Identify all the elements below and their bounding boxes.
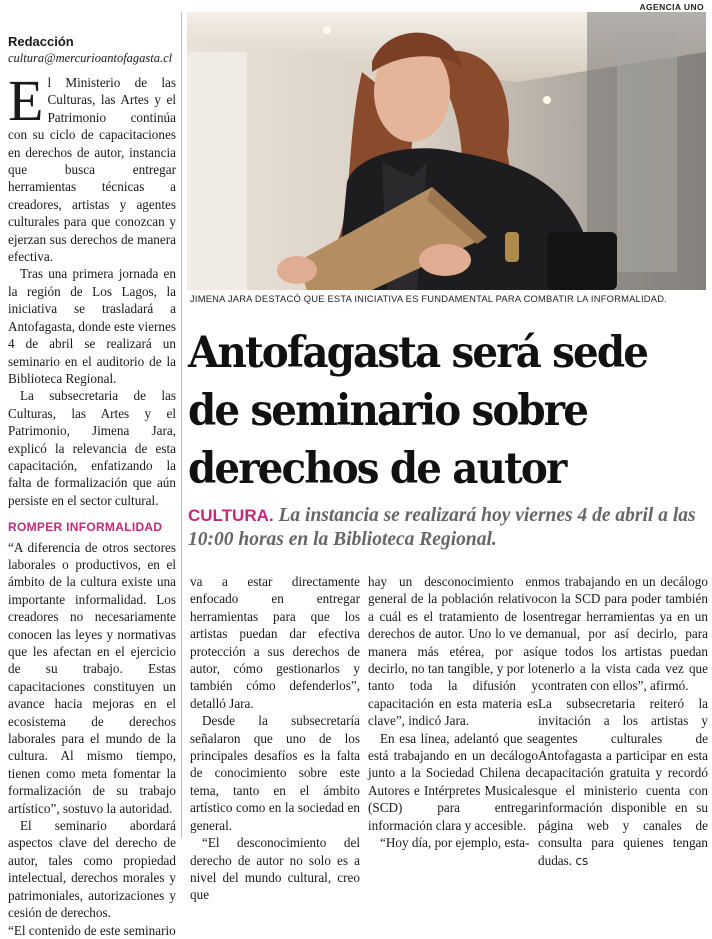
byline-name: Redacción <box>8 34 74 49</box>
headline-line: derechos de autor <box>188 444 566 494</box>
paragraph: En esa línea, adelantó que se está trabajando en un decálogo junto a la Sociedad Chilena de Autores e Intérpretes Musicales (SCD) para entregar información clara y accesible. <box>368 730 538 833</box>
deck <box>188 504 704 552</box>
paragraph <box>538 695 708 870</box>
paragraph-text: La subsecretaria reiteró la invitación a los artistas y agentes culturales de Antofagasta a participar en esta capacitación gratuita y recordó que el ministerio cuenta con información disponible en su página web y canales de consulta para quienes tengan dudas. <box>538 695 708 868</box>
paragraph: mos trabajando en un decálogo con la SCD para poder también entregar herramientas ya en un manual, por así decirlo, para que todos los artistas puedan tenerlo a la vista cada vez que contraten con ellos”, afirmó. <box>538 574 708 694</box>
paragraph: El seminario abordará aspectos clave del derecho de autor, tales como propiedad intelectual, derechos morales y patrimoniales, autorizaciones y cesión de derechos. <box>8 818 176 921</box>
headline <box>188 324 677 498</box>
end-mark-icon: cs <box>575 853 589 868</box>
photo-caption: JIMENA JARA DESTACÓ QUE ESTA INICIATIVA ES FUNDAMENTAL PARA COMBATIR LA INFORMALIDAD. <box>190 293 667 304</box>
paragraph: Tras una primera jornada en la región de Los Lagos, la iniciativa se trasladará a Antofagasta, donde este viernes 4 de abril se realizará un seminario en el auditorio de la Biblioteca Regional. <box>8 266 176 386</box>
paragraph: va a estar directamente enfocado en entregar herramientas para que los artistas puedan dar efectiva protección a sus derechos de autor, cómo gestionarlos y también cómo defenderlos”, detalló Jara. <box>190 574 360 711</box>
paragraph: Desde la subsecretaría señalaron que uno de los principales desafíos es la falta de conocimiento sobre este tema, tanto en el ámbito artístico como en la sociedad en general. <box>190 713 360 833</box>
paragraph: “A diferencia de otros sectores laborales o productivos, en el ámbito de la cultura existe una importante informalidad. Los creadores no necesariamente conocen las leyes y normativas que les afectan en el ejercicio de su trabajo. Estas capacitaciones constituyen un avance hacia mejoras en el ecosistema de derechos laborales para el mundo de la cultura. Al mismo tiempo, tienen como meta fomentar la formalización de su trabajo artístico”, sostuvo la autoridad. <box>8 539 176 816</box>
column-divider <box>181 12 182 838</box>
body-column-1 <box>190 573 360 904</box>
deck-text: La instancia se realizará hoy viernes 4 de abril a las 10:00 horas en la Biblioteca Regional. <box>188 505 696 550</box>
deck-kicker: CULTURA. <box>188 506 274 525</box>
lead-text: l Ministerio de las Culturas, las Artes y el Patrimonio continúa con su ciclo de capacitaciones en derechos de autor, instancia que busca entregar herramientas técnicas a creadores, artistas y agentes culturales para que conozcan y ejerzan sus derechos de manera efectiva. <box>8 75 176 265</box>
headline-line: de seminario sobre <box>188 386 588 436</box>
paragraph: hay un desconocimiento en general de la población relativo a cuál es el tratamiento de los derechos de autor. Uno lo ve de manera más etérea, por así decirlo, no tan tangible, y por lo tanto toda la difusión y capacitación en esta materia es clave”, indicó Jara. <box>368 574 538 729</box>
body-column-2 <box>368 573 538 852</box>
body-column-3 <box>538 573 708 870</box>
byline-email[interactable]: cultura@mercurioantofagasta.cl <box>8 51 173 65</box>
paragraph: La subsecretaria de las Culturas, las Artes y el Patrimonio, Jimena Jara, explicó la relevancia de esta capacitación, enfatizando la falta de formalización que aún persiste en el sector cultural. <box>8 388 176 508</box>
left-column <box>8 34 176 939</box>
section-subhead: ROMPER INFORMALIDAD <box>8 520 163 535</box>
lead-paragraph <box>8 68 176 265</box>
drop-cap: E <box>8 68 44 133</box>
paragraph: “El contenido de este seminario <box>8 922 176 938</box>
paragraph: “Hoy día, por ejemplo, esta- <box>380 835 530 851</box>
headline-line: Antofagasta será sede <box>188 328 648 378</box>
article-photo <box>187 12 706 290</box>
photo-illustration <box>187 12 706 290</box>
photo-credit: AGENCIA UNO <box>639 2 704 12</box>
paragraph: “El desconocimiento del derecho de autor no solo es a nivel del mundo cultural, creo que <box>190 835 360 903</box>
